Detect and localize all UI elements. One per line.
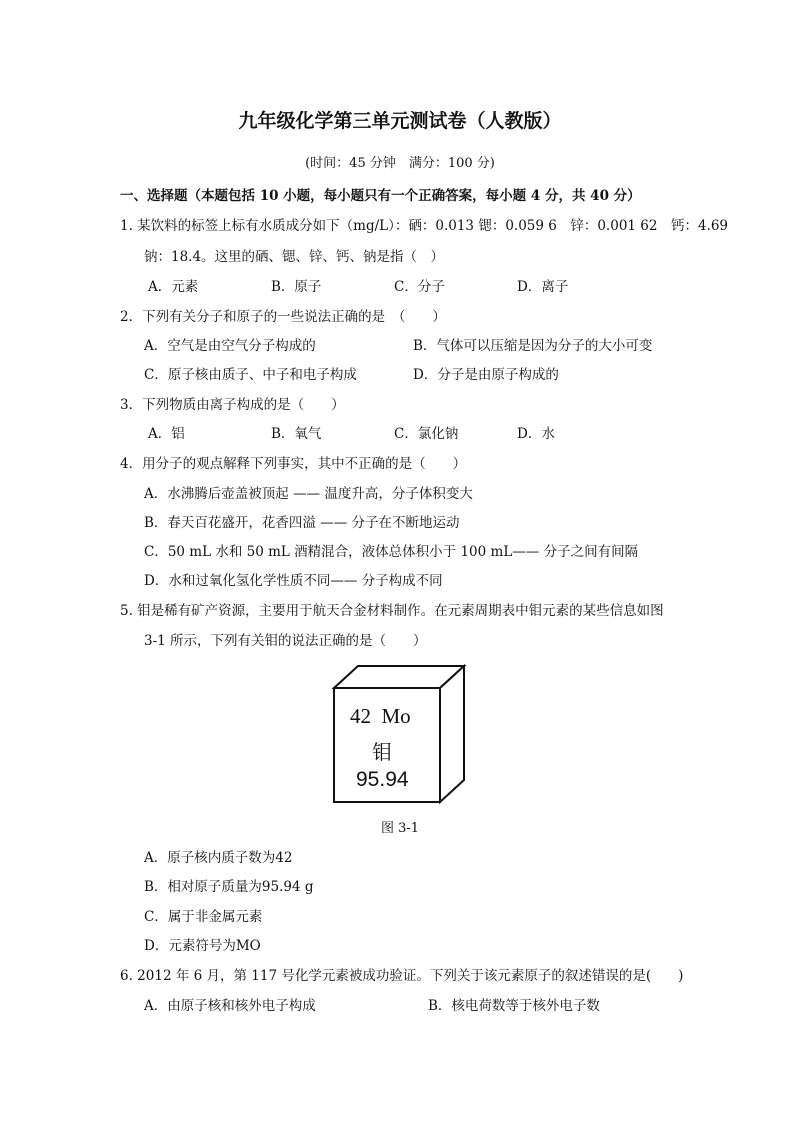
element-atomic-mass: 95.94 [356,768,409,791]
question-5-option-a: A．原子核内质子数为42 [144,850,293,866]
question-5-stem-line2: 3-1 所示，下列有关钼的说法正确的是（ ） [144,633,427,649]
question-5-stem-line1: 5. 钼是稀有矿产资源，主要用于航天合金材料制作。在元素周期表中钼元素的某些信息如图 [120,603,664,619]
question-4-option-d: D．水和过氧化氢化学性质不同—— 分子构成不同 [144,573,443,589]
exam-info: (时间：45 分钟 满分：100 分) [305,156,495,171]
question-1-option-a: A．元素 [148,279,199,295]
question-3-option-b: B．氧气 [271,426,322,442]
question-6-stem: 6. 2012 年 6 月，第 117 号化学元素被成功验证。下列关于该元素原子的叙述错误的是( ) [120,968,684,984]
page-title: 九年级化学第三单元测试卷（人教版） [238,110,562,132]
question-2-option-b: B．气体可以压缩是因为分子的大小可变 [413,338,653,354]
question-4-option-a: A．水沸腾后壶盖被顶起 —— 温度升高，分子体积变大 [144,486,473,502]
question-5-option-d: D．元素符号为MO [144,938,261,954]
question-1-option-b: B．原子 [271,279,322,295]
question-2-stem: 2．下列有关分子和原子的一些说法正确的是 （ ） [120,309,446,325]
figure-caption: 图 3-1 [380,821,420,836]
question-3-option-c: C．氯化钠 [394,426,459,442]
element-card-figure [328,656,472,806]
question-2-option-a: A．空气是由空气分子构成的 [144,338,316,354]
question-5-option-c: C．属于非金属元素 [144,909,263,925]
question-1-option-d: D．离子 [517,279,569,295]
question-6-option-a: A．由原子核和核外电子构成 [144,998,316,1014]
question-3-option-a: A．铝 [148,426,185,442]
question-1-stem-line1: 1. 某饮料的标签上标有水质成分如下（mg/L）：硒：0.013 锶：0.059 6 锌：0.001 62 钙：4.69 [120,218,729,234]
element-symbol: Mo [381,704,411,728]
question-4-stem: 4．用分子的观点解释下列事实，其中不正确的是（ ） [120,456,467,472]
question-3-option-d: D．水 [517,426,555,442]
question-2-option-d: D．分子是由原子构成的 [413,367,559,383]
section-heading: 一、选择题（本题包括 10 小题，每小题只有一个正确答案，每小题 4 分，共 40 分） [120,188,641,204]
question-3-stem: 3．下列物质由离子构成的是（ ） [120,397,345,413]
question-6-option-b: B．核电荷数等于核外电子数 [428,998,600,1014]
question-4-option-b: B．春天百花盛开，花香四溢 —— 分子在不断地运动 [144,515,460,531]
element-atomic-number: 42 [350,704,371,728]
element-name: 钼 [372,740,392,764]
question-1-stem-line2: 钠：18.4。这里的硒、锶、锌、钙、钠是指（ ） [144,249,445,265]
element-atomic-number-and-symbol [350,704,411,729]
question-1-option-c: C．分子 [394,279,445,295]
question-2-option-c: C．原子核由质子、中子和电子构成 [144,367,357,383]
question-5-option-b: B．相对原子质量为95.94 g [144,879,314,895]
question-4-option-c: C．50 mL 水和 50 mL 酒精混合，液体总体积小于 100 mL—— 分子之间有间隔 [144,544,639,560]
